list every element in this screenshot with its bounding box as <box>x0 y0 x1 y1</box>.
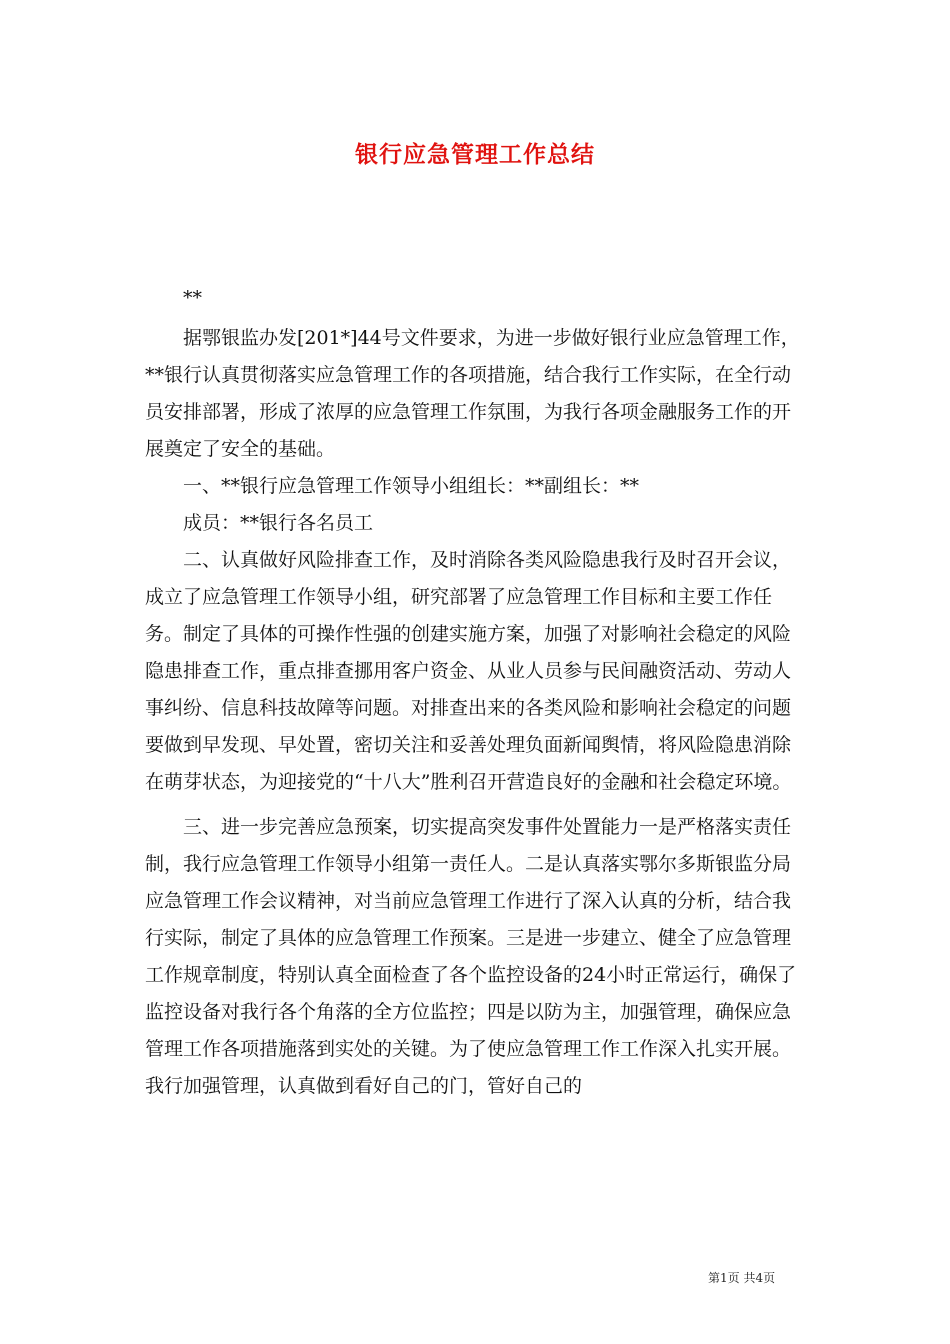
paragraph-intro: 据鄂银监办发[201*]44号文件要求，为进一步做好银行业应急管理工作，**银行认真贯彻落实应急管理工作的各项措施，结合我行工作实际，在全行动员安排部署，形成了浓厚的应急管理工作氛围，为我行各项金融服务工作的开展奠定了安全的基础。 <box>145 327 800 460</box>
paragraph-emergency-plan: 三、进一步完善应急预案，切实提高突发事件处置能力一是严格落实责任制，我行应急管理工作领导小组第一责任人。二是认真落实鄂尔多斯银监分局应急管理工作会议精神，对当前应急管理工作进行了深入认真的分析，结合我行实际，制定了具体的应急管理工作预案。三是进一步建立、健全了应急管理工作规章制度，特别认真全面检查了各个监控设备的24小时正常运行，确保了监控设备对我行各个角落的全方位监控；四是以防为主，加强管理，确保应急管理工作各项措施落到实处的关键。为了使应急管理工作工作深入扎实开展。我行加强管理，认真做到看好自己的门，管好自己的 <box>145 816 797 1097</box>
paragraph-risk-check: 二、认真做好风险排查工作，及时消除各类风险隐患我行及时召开会议，成立了应急管理工作领导小组，研究部署了应急管理工作目标和主要工作任务。制定了具体的可操作性强的创建实施方案，加强了对影响社会稳定的风险隐患排查工作，重点排查挪用客户资金、从业人员参与民间融资活动、劳动人事纠纷、信息科技故障等问题。对排查出来的各类风险和影响社会稳定的问题要做到早发现、早处置，密切关注和妥善处理负面新闻舆情，将风险隐患消除在萌芽状态，为迎接党的“十八大”胜利召开营造良好的金融和社会稳定环境。 <box>145 549 792 793</box>
author-line: ** <box>183 287 202 309</box>
document-body <box>145 280 805 1105</box>
document-title: 银行应急管理工作总结 <box>355 142 595 168</box>
paragraph-leadership: 一、**银行应急管理工作领导小组组长：**副组长：** <box>183 475 640 497</box>
paragraph-members: 成员：**银行各名员工 <box>183 512 374 534</box>
page-number: 第1页 共4页 <box>708 1271 776 1285</box>
